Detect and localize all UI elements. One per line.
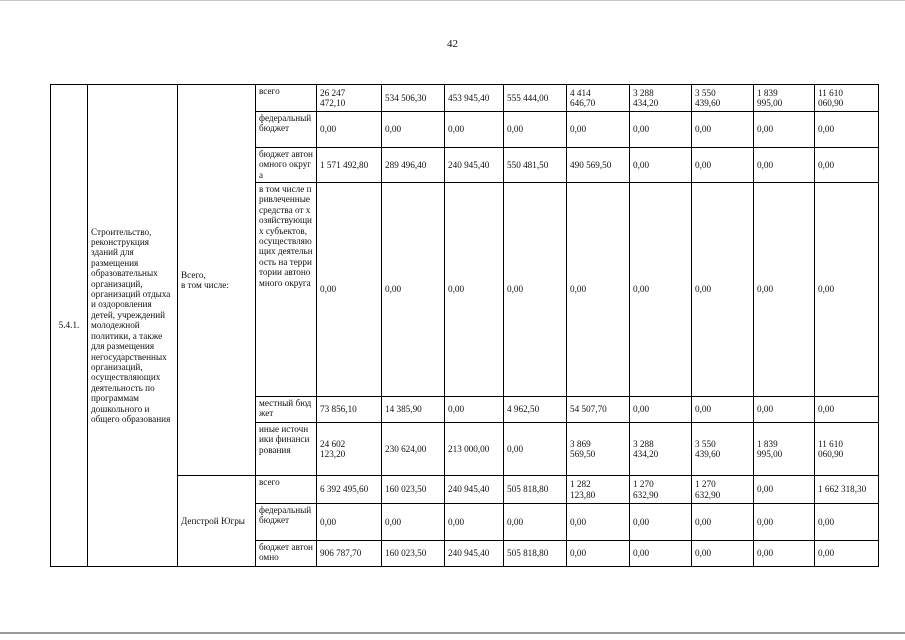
- value-cell: 0,00: [382, 112, 445, 148]
- value-cell: 0,00: [692, 148, 754, 183]
- value-cell: 54 507,70: [567, 397, 630, 423]
- activity-name-cell: Строительство, реконструкция зданий для размещения образовательных организаций, организаций отдыха и оздоровления детей, учреждений молодежной политики, а также для размещения негосударственных организаций, осуществляющих деятельность по программам дошкольного и общего образования: [88, 85, 178, 567]
- value-cell: 555 444,00: [504, 85, 567, 112]
- value-cell: 0,00: [445, 504, 504, 541]
- value-cell: 1 282 123,80: [567, 476, 630, 504]
- value-cell: 0,00: [754, 397, 815, 423]
- value-cell: 0,00: [815, 148, 879, 183]
- value-cell: 0,00: [754, 183, 815, 397]
- value-cell: 0,00: [754, 476, 815, 504]
- value-cell: 0,00: [504, 112, 567, 148]
- scan-edge-bottom: [0, 632, 905, 634]
- page-number: 42: [447, 38, 458, 50]
- value-cell: 0,00: [504, 504, 567, 541]
- value-cell: 230 624,00: [382, 423, 445, 476]
- executor-cell: Всего, в том числе:: [178, 85, 256, 476]
- value-cell: 0,00: [815, 397, 879, 423]
- value-cell: 0,00: [630, 148, 692, 183]
- value-cell: 240 945,40: [445, 476, 504, 504]
- value-cell: 0,00: [692, 183, 754, 397]
- source-cell: всего: [256, 85, 317, 112]
- value-cell: 1 662 318,30: [815, 476, 879, 504]
- value-cell: 213 000,00: [445, 423, 504, 476]
- source-cell: всего: [256, 476, 317, 504]
- scan-edge-top: [0, 0, 905, 1]
- value-cell: 0,00: [567, 504, 630, 541]
- value-cell: 0,00: [317, 183, 382, 397]
- value-cell: 0,00: [692, 541, 754, 567]
- value-cell: 0,00: [445, 397, 504, 423]
- value-cell: 4 962,50: [504, 397, 567, 423]
- source-cell: федеральный бюджет: [256, 504, 317, 541]
- value-cell: 11 610 060,90: [815, 423, 879, 476]
- value-cell: 0,00: [630, 541, 692, 567]
- value-cell: 534 506,30: [382, 85, 445, 112]
- value-cell: 505 818,80: [504, 476, 567, 504]
- value-cell: 0,00: [630, 183, 692, 397]
- budget-table: [50, 84, 879, 567]
- value-cell: 0,00: [445, 183, 504, 397]
- value-cell: 0,00: [567, 541, 630, 567]
- value-cell: 0,00: [815, 504, 879, 541]
- value-cell: 0,00: [445, 112, 504, 148]
- value-cell: 0,00: [692, 504, 754, 541]
- value-cell: 26 247 472,10: [317, 85, 382, 112]
- value-cell: 0,00: [754, 541, 815, 567]
- value-cell: 11 610 060,90: [815, 85, 879, 112]
- source-cell: местный бюджет: [256, 397, 317, 423]
- value-cell: 1 839 995,00: [754, 85, 815, 112]
- value-cell: 0,00: [504, 423, 567, 476]
- executor-cell: Депстрой Югры: [178, 476, 256, 567]
- value-cell: 490 569,50: [567, 148, 630, 183]
- value-cell: 0,00: [754, 504, 815, 541]
- value-cell: 1 270 632,90: [630, 476, 692, 504]
- value-cell: 3 288 434,20: [630, 85, 692, 112]
- value-cell: 1 270 632,90: [692, 476, 754, 504]
- value-cell: 4 414 646,70: [567, 85, 630, 112]
- value-cell: 0,00: [630, 112, 692, 148]
- value-cell: 240 945,40: [445, 148, 504, 183]
- value-cell: 3 869 569,50: [567, 423, 630, 476]
- value-cell: 0,00: [754, 112, 815, 148]
- value-cell: 1 571 492,80: [317, 148, 382, 183]
- source-cell: бюджет автономного округа: [256, 148, 317, 183]
- value-cell: 3 550 439,60: [692, 85, 754, 112]
- value-cell: 0,00: [692, 397, 754, 423]
- value-cell: 505 818,80: [504, 541, 567, 567]
- value-cell: 0,00: [815, 112, 879, 148]
- table-row: [51, 85, 879, 112]
- value-cell: 906 787,70: [317, 541, 382, 567]
- value-cell: 453 945,40: [445, 85, 504, 112]
- value-cell: 240 945,40: [445, 541, 504, 567]
- value-cell: 550 481,50: [504, 148, 567, 183]
- source-cell: федеральный бюджет: [256, 112, 317, 148]
- value-cell: 0,00: [317, 112, 382, 148]
- value-cell: 0,00: [317, 504, 382, 541]
- source-cell: в том числе привлеченные средства от хозяйствующих субъектов, осуществляющих деятельность на территории автономного округа: [256, 183, 317, 397]
- value-cell: 14 385,90: [382, 397, 445, 423]
- row-code-cell: 5.4.1.: [51, 85, 88, 567]
- value-cell: 0,00: [692, 112, 754, 148]
- value-cell: 3 288 434,20: [630, 423, 692, 476]
- value-cell: 160 023,50: [382, 541, 445, 567]
- source-cell: иные источники финансирования: [256, 423, 317, 476]
- value-cell: 0,00: [382, 504, 445, 541]
- value-cell: 0,00: [630, 397, 692, 423]
- value-cell: 6 392 495,60: [317, 476, 382, 504]
- value-cell: 0,00: [382, 183, 445, 397]
- value-cell: 0,00: [754, 148, 815, 183]
- value-cell: 160 023,50: [382, 476, 445, 504]
- value-cell: 0,00: [815, 541, 879, 567]
- value-cell: 0,00: [567, 183, 630, 397]
- value-cell: 0,00: [504, 183, 567, 397]
- value-cell: 0,00: [567, 112, 630, 148]
- value-cell: 3 550 439,60: [692, 423, 754, 476]
- value-cell: 0,00: [815, 183, 879, 397]
- value-cell: 73 856,10: [317, 397, 382, 423]
- value-cell: 289 496,40: [382, 148, 445, 183]
- value-cell: 24 602 123,20: [317, 423, 382, 476]
- value-cell: 1 839 995,00: [754, 423, 815, 476]
- source-cell: бюджет автономно: [256, 541, 317, 567]
- value-cell: 0,00: [630, 504, 692, 541]
